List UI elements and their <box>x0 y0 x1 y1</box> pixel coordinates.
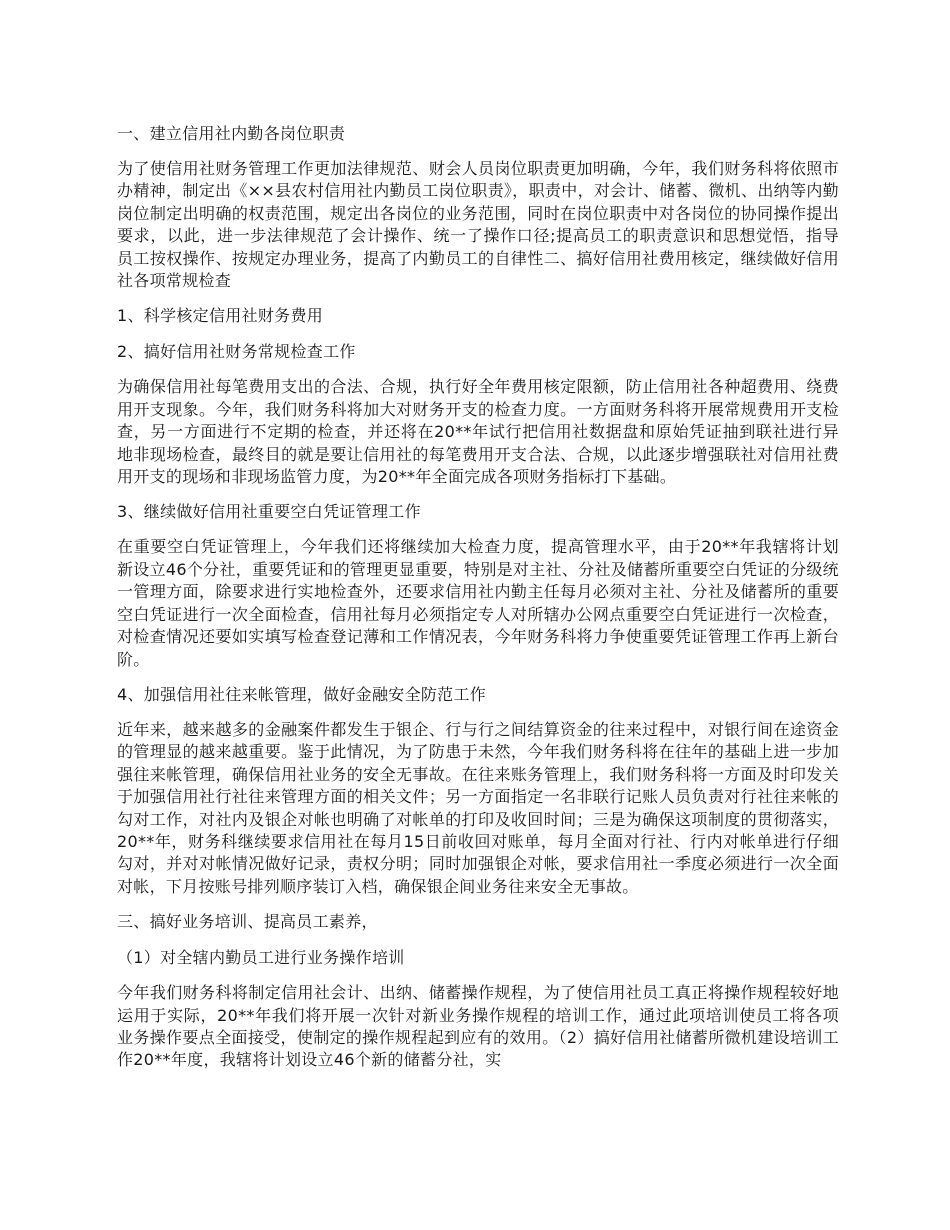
section-heading: 三、搞好业务培训、提高员工素养， <box>117 912 378 932</box>
body-paragraph: 为了使信用社财务管理工作更加法律规范、财会人员岗位职责更加明确，今年，我们财务科将依照市办精神，制定出《××县农村信用社内勤员工岗位职责》，职责中，对会计、储蓄、微机、出纳等内勤岗位制定出明确的权责范围，规定出各岗位的业务范围，同时在岗位职责中对各岗位的协同操作提出要求，以此，进一步法律规范了会计操作、统一了操作口径;提高员工的职责意识和思想觉悟，指导员工按权操作、按规定办理业务，提高了内勤员工的自律性二、搞好信用社费用核定，继续做好信用社各项常规检查 <box>117 159 839 291</box>
section-heading: 2、搞好信用社财务常规检查工作 <box>117 342 356 362</box>
section-heading: 1、科学核定信用社财务费用 <box>117 306 324 326</box>
section-heading: 3、继续做好信用社重要空白凭证管理工作 <box>117 502 421 522</box>
body-paragraph: 为确保信用社每笔费用支出的合法、合规，执行好全年费用核定限额，防止信用社各种超费用、绕费用开支现象。今年，我们财务科将加大对财务开支的检查力度。一方面财务科将开展常规费用开支检查，另一方面进行不定期的检查，并还将在20**年试行把信用社数据盘和原始凭证抽到联社进行异地非现场检查，最终目的就是要让信用社的每笔费用开支合法、合规，以此逐步增强联社对信用社费用开支的现场和非现场监管力度，为20**年全面完成各项财务指标打下基础。 <box>117 377 839 487</box>
document-page <box>117 122 839 1084</box>
section-heading: （1）对全辖内勤员工进行业务操作培训 <box>117 948 405 968</box>
section-heading: 一、建立信用社内勤各岗位职责 <box>117 124 346 143</box>
body-paragraph: 今年我们财务科将制定信用社会计、出纳、储蓄操作规程，为了使信用社员工真正将操作规程较好地运用于实际，20**年我们将开展一次针对新业务操作规程的培训工作，通过此项培训使员工将各项业务操作要点全面接受，使制定的操作规程起到应有的效用。（2）搞好信用社储蓄所微机建设培训工作20**年度，我辖将计划设立46个新的储蓄分社，实 <box>117 983 839 1070</box>
section-heading: 4、加强信用社往来帐管理，做好金融安全防范工作 <box>117 684 487 704</box>
body-paragraph: 近年来，越来越多的金融案件都发生于银企、行与行之间结算资金的往来过程中，对银行间在途资金的管理显的越来越重要。鉴于此情况，为了防患于未然，今年我们财务科将在往年的基础上进一步加强往来帐管理，确保信用社业务的安全无事故。在往来账务管理上，我们财务科将一方面及时印发关于加强信用社行社往来管理方面的相关文件；另一方面指定一名非联行记账人员负责对行社往来帐的勾对工作，对社内及银企对帐也明确了对帐单的打印及收回时间；三是为确保这项制度的贯彻落实，20**年，财务科继续要求信用社在每月15日前收回对账单，每月全面对行社、行内对帐单进行仔细勾对，并对对帐情况做好记录，责权分明；同时加强银企对帐，要求信用社一季度必须进行一次全面对帐，下月按账号排列顺序装订入档，确保银企间业务往来安全无事故。 <box>117 719 839 896</box>
body-paragraph: 在重要空白凭证管理上，今年我们还将继续加大检查力度，提高管理水平，由于20**年我辖将计划新设立46个分社，重要凭证和的管理更显重要，特别是对主社、分社及储蓄所重要空白凭证的分级统一管理方面，除要求进行实地检查外，还要求信用社内勤主任每月必须对主社、分社及储蓄所的重要空白凭证进行一次全面检查，信用社每月必须指定专人对所辖办公网点重要空白凭证进行一次检查，对检查情况还要如实填写检查登记薄和工作情况表，今年财务科将力争使重要凭证管理工作再上新台阶。 <box>117 537 839 669</box>
